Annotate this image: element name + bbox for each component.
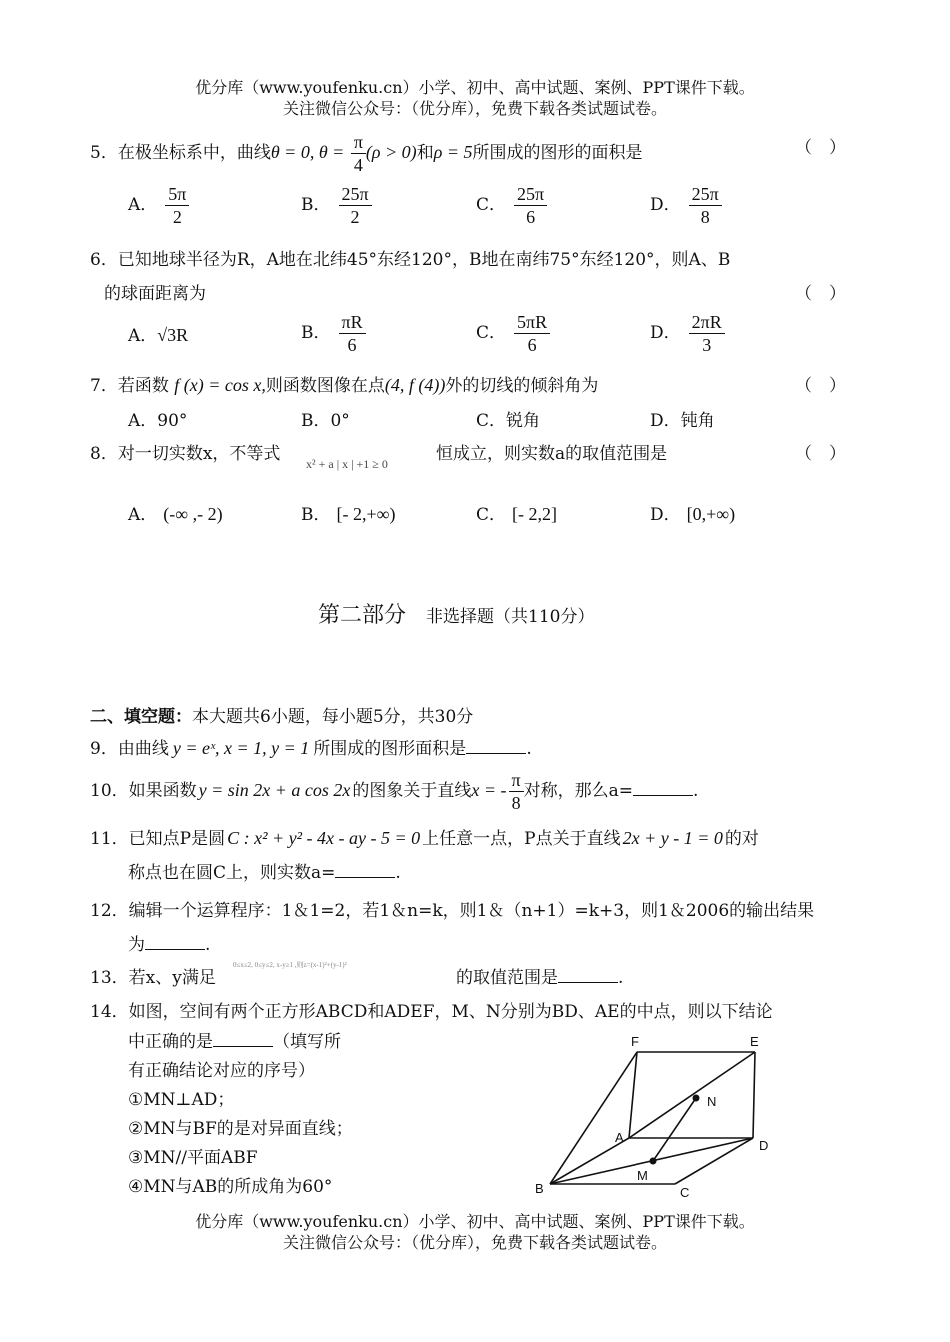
conclusion-4: ④MN与AB的所成角为60°: [128, 1177, 333, 1197]
fill-in-heading: [90, 702, 473, 727]
fraction: [339, 311, 366, 356]
q6-option-c: [476, 311, 550, 356]
fraction-numerator: π: [351, 131, 366, 154]
question-10: [90, 766, 698, 814]
fraction-numerator: 25π: [514, 183, 547, 206]
question-12-line-2: [128, 930, 210, 955]
q8-option-a: [128, 500, 223, 525]
option-label: A．: [128, 326, 158, 346]
diagonal-AE: [629, 1052, 755, 1138]
constraint-system: 0≤x≤2, 0≤y≤2, x-y≥1 ,则z=(x-1)²+(y-1)²: [233, 961, 347, 969]
math-expression: x = -: [471, 780, 507, 800]
option-label: C．: [476, 505, 507, 525]
q6-option-d: [650, 311, 725, 356]
question-text: 的图象关于直线: [352, 781, 472, 801]
fraction-numerator: 5πR: [514, 311, 550, 334]
label-B: B: [535, 1181, 544, 1196]
fraction: [689, 311, 725, 356]
edge-FB: [550, 1052, 637, 1184]
question-text: 在极坐标系中，曲线: [117, 143, 271, 163]
question-text: 已知地球半径为R，A地在北纬45°东经120°，B地在南纬75°东经120°，则A、B: [117, 250, 731, 270]
question-14-line-3: 有正确结论对应的序号）: [128, 1061, 315, 1081]
math-expression: C : x² + y² - 4x - ay - 5 = 0: [227, 828, 421, 848]
question-9: [90, 734, 532, 759]
fraction: [165, 183, 189, 228]
part-2-heading: [318, 598, 594, 629]
fraction: [509, 769, 524, 814]
fraction-denominator: 8: [511, 793, 521, 813]
option-label: D．: [650, 505, 681, 525]
label-F: F: [631, 1034, 639, 1049]
q8-option-d: [650, 500, 735, 525]
question-number: 14．: [90, 1002, 129, 1022]
question-5: [90, 128, 642, 176]
q7-option-b: B．0°: [301, 411, 350, 431]
point-M: [650, 1158, 657, 1165]
q7-option-a: A．90°: [128, 411, 188, 431]
question-text: 对称，那么a=: [523, 781, 634, 801]
q7-option-d: D．钝角: [650, 411, 715, 431]
part-title: 第二部分: [318, 603, 407, 628]
header-line-2: 关注微信公众号：（优分库），免费下载各类试题试卷。: [282, 99, 667, 118]
question-text: 由曲线: [117, 739, 169, 759]
question-text: 已知点P是圆: [128, 829, 226, 849]
question-number: 10．: [90, 781, 129, 801]
math-expression: (ρ > 0): [365, 142, 417, 162]
answer-bracket: （ ）: [795, 138, 846, 158]
question-7: [90, 371, 598, 396]
fraction: [339, 183, 372, 228]
edge-ED: [753, 1052, 755, 1138]
answer-blank[interactable]: [558, 966, 618, 983]
math-expression: [0,+∞): [686, 504, 736, 524]
math-expression: θ = 0, θ =: [270, 142, 349, 162]
option-label: B．: [301, 505, 331, 525]
fraction-numerator: 25π: [339, 183, 372, 206]
math-expression: f (x) = cos x,: [174, 375, 266, 395]
math-expression: [- 2,+∞): [336, 504, 396, 524]
math-expression: [- 2,2]: [512, 504, 557, 524]
label-E: E: [750, 1034, 759, 1049]
question-text: 称点也在圆C上，则实数a=: [128, 863, 336, 883]
fraction: [351, 131, 366, 176]
question-number: 13．: [90, 968, 129, 988]
section-label: 二、填空题：: [90, 707, 192, 727]
fraction: [689, 183, 722, 228]
option-label: A．: [128, 195, 158, 215]
fraction-denominator: 8: [700, 207, 710, 227]
option-label: A．: [128, 505, 158, 525]
label-A: A: [615, 1130, 624, 1145]
option-label: D．: [650, 195, 681, 215]
option-label: B．: [301, 323, 331, 343]
label-M: M: [637, 1168, 648, 1183]
q6-option-a: [128, 323, 188, 348]
q5-option-c: [476, 183, 547, 228]
fraction-denominator: 2: [350, 207, 360, 227]
option-label: D．: [650, 323, 681, 343]
conclusion-1: ①MN⊥AD；: [128, 1090, 235, 1110]
question-14-line-2: [128, 1027, 341, 1052]
fraction-denominator: 6: [527, 335, 537, 355]
conclusion-2: ②MN与BF的是对异面直线；: [128, 1119, 353, 1139]
point-N: [693, 1095, 700, 1102]
question-text: 对一切实数x，不等式: [117, 444, 281, 464]
question-11: [90, 824, 759, 849]
math-expression: ρ = 5: [433, 142, 473, 162]
answer-bracket: （ ）: [795, 376, 846, 396]
q5-option-b: [301, 183, 372, 228]
punctuation: .: [205, 935, 211, 955]
question-number: 9．: [90, 739, 118, 759]
question-text: 若x、y满足: [128, 968, 216, 988]
question-text: 为: [128, 935, 145, 955]
edge-CD: [675, 1138, 753, 1184]
q7-option-c: C．锐角: [476, 411, 541, 431]
question-text: 如图，空间有两个正方形ABCD和ADEF，M、N分别为BD、AE的中点，则以下结论: [128, 1002, 773, 1022]
question-number: 8．: [90, 444, 118, 464]
question-13-continued: [456, 963, 623, 988]
fraction-denominator: 6: [526, 207, 536, 227]
answer-blank[interactable]: [466, 737, 526, 754]
question-number: 5．: [90, 143, 118, 163]
inequality: x² + a | x | +1 ≥ 0: [306, 457, 388, 471]
question-number: 6．: [90, 250, 118, 270]
footer-line-2: 关注微信公众号：（优分库），免费下载各类试题试卷。: [282, 1233, 667, 1252]
fraction-numerator: 25π: [689, 183, 722, 206]
option-label: B．: [301, 195, 331, 215]
label-C: C: [680, 1185, 690, 1200]
question-text: 的对: [724, 829, 759, 849]
edge-FA: [629, 1052, 637, 1138]
answer-blank[interactable]: [213, 1030, 273, 1047]
question-text: 若函数: [117, 376, 169, 396]
punctuation: .: [618, 968, 624, 988]
question-6-line-2: 的球面距离为: [104, 284, 206, 304]
answer-bracket: （ ）: [795, 444, 846, 464]
question-8-continued: 恒成立，则实数a的取值范围是: [436, 444, 668, 464]
label-N: N: [707, 1094, 717, 1109]
answer-blank[interactable]: [633, 779, 693, 796]
answer-blank[interactable]: [335, 861, 395, 878]
q6-option-b: [301, 311, 366, 356]
part-subtitle: 非选择题（共110分）: [426, 607, 595, 627]
geometry-figure: [525, 1030, 785, 1200]
question-number: 7．: [90, 376, 118, 396]
question-text: 的取值范围是: [456, 968, 558, 988]
punctuation: .: [395, 863, 401, 883]
question-8: [90, 439, 280, 464]
footer-line-1: 优分库（www.youfenku.cn）小学、初中、高中试题、案例、PPT课件下载。: [195, 1212, 755, 1231]
answer-blank[interactable]: [145, 933, 205, 950]
math-expression: (4, f (4)): [384, 375, 446, 395]
q8-option-b: [301, 500, 395, 525]
fraction-numerator: πR: [339, 311, 366, 334]
fraction-numerator: 2πR: [689, 311, 725, 334]
fraction-numerator: 5π: [165, 183, 189, 206]
question-text: 中正确的是: [128, 1032, 213, 1052]
fraction-denominator: 4: [353, 155, 363, 175]
option-label: C．: [476, 323, 507, 343]
q8-option-c: [476, 500, 557, 525]
math-expression: (-∞ ,- 2): [163, 504, 223, 524]
q5-option-d: [650, 183, 722, 228]
fraction-numerator: π: [509, 769, 524, 792]
question-text: 所围成的图形面积是: [313, 739, 467, 759]
answer-bracket: （ ）: [795, 284, 846, 304]
fraction-denominator: 3: [702, 335, 712, 355]
punctuation: .: [693, 781, 699, 801]
question-13: [90, 963, 216, 988]
question-number: 11．: [90, 829, 129, 849]
question-12: [90, 896, 814, 921]
question-number: 12．: [90, 901, 129, 921]
question-text: 则函数图像在点: [265, 376, 385, 396]
math-expression: 2x + y - 1 = 0: [622, 828, 723, 848]
question-14: [90, 997, 773, 1022]
math-expression: √3R: [157, 325, 189, 345]
fraction-denominator: 6: [347, 335, 357, 355]
section-description: 本大题共6小题，每小题5分，共30分: [192, 707, 474, 727]
math-expression: y = sin 2x + a cos 2x: [198, 780, 351, 800]
question-text: 编辑一个运算程序：1＆1=2，若1＆n=k，则1＆（n+1）=k+3，则1＆2006的输出结果: [128, 901, 815, 921]
math-expression: y = eˣ, x = 1, y = 1: [172, 738, 310, 758]
question-6: [90, 245, 730, 270]
question-text: 如果函数: [128, 781, 197, 801]
fraction-denominator: 2: [172, 207, 182, 227]
option-label: C．: [476, 195, 507, 215]
question-text: 和: [416, 143, 434, 163]
question-text: 上任意一点，P点关于直线: [422, 829, 621, 849]
question-text: 外的切线的倾斜角为: [445, 376, 599, 396]
fraction: [514, 183, 547, 228]
punctuation: .: [526, 739, 532, 759]
question-text: （填写所: [273, 1032, 341, 1052]
header-line-1: 优分库（www.youfenku.cn）小学、初中、高中试题、案例、PPT课件下载。: [195, 78, 755, 97]
fraction: [514, 311, 550, 356]
label-D: D: [759, 1138, 769, 1153]
conclusion-3: ③MN//平面ABF: [128, 1148, 258, 1168]
question-11-line-2: [128, 858, 401, 883]
question-text: 所围成的图形的面积是: [472, 143, 643, 163]
q5-option-a: [128, 183, 189, 228]
